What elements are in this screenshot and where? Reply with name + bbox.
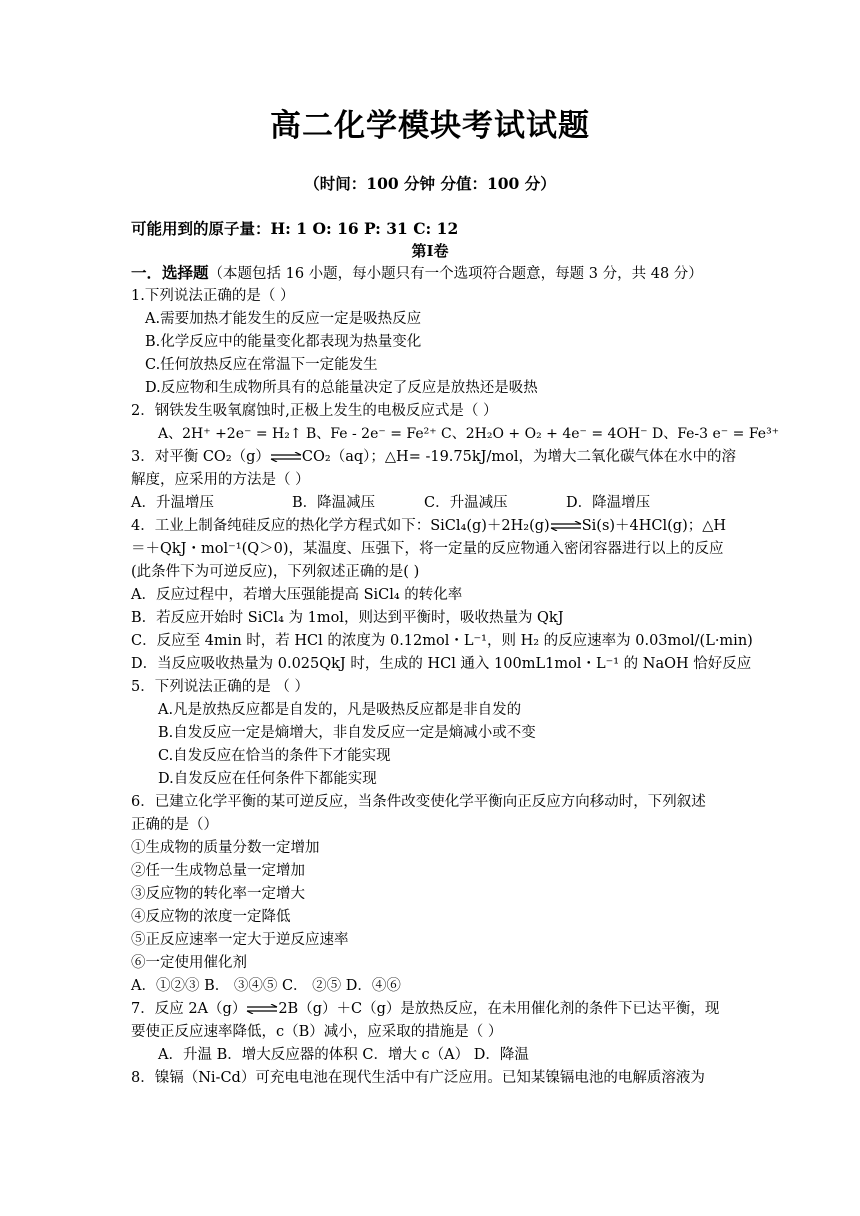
q4-line-3: (此条件下为可逆反应)，下列叙述正确的是( ) (131, 564, 420, 580)
q7-line-1-post: 2B（g）＋C（g）是放热反应，在未用催化剂的条件下已达平衡，现 (278, 1001, 720, 1017)
q7-options: A．升温 B．增大反应器的体积 C．增大 c（A） D．降温 (158, 1047, 529, 1063)
volume-heading: 第Ⅰ卷 (411, 242, 449, 260)
q7-line-1 (131, 998, 719, 1020)
q3-option-a: A．升温增压 (131, 495, 214, 511)
q6-stem-1: 6．已建立化学平衡的某可逆反应，当条件改变使化学平衡向正反应方向移动时，下列叙述 (131, 794, 706, 810)
q4-line-1-pre: 4．工业上制备纯硅反应的热化学方程式如下：SiCl₄(g)＋2H₂(g) (131, 518, 550, 534)
section-title: 一．选择题 (131, 263, 209, 282)
q3-stem-2: 解度，应采用的方法是（ ） (131, 472, 310, 488)
q6-statement-5: ⑤正反应速率一定大于逆反应速率 (131, 932, 349, 948)
q6-statement-3: ③反应物的转化率一定增大 (131, 886, 305, 902)
q6-stem-2: 正确的是（） (131, 817, 218, 833)
q5-option-a: A.凡是放热反应都是自发的，凡是吸热反应都是非自发的 (158, 702, 522, 718)
q1-stem: 1.下列说法正确的是（ ） (131, 288, 295, 304)
atomic-masses: 可能用到的原子量：H: 1 O: 16 P: 31 C: 12 (131, 219, 459, 238)
q1-option-b: B.化学反应中的能量变化都表现为热量变化 (145, 334, 422, 350)
q6-options: A．①②③ B． ③④⑤ C． ②⑤ D．④⑥ (131, 978, 401, 994)
q3-option-b: B．降温减压 (292, 495, 376, 511)
q2-stem: 2．钢铁发生吸氧腐蚀时,正极上发生的电极反应式是（ ） (131, 403, 498, 419)
section-heading (131, 262, 703, 285)
q4-option-c: C．反应至 4min 时，若 HCl 的浓度为 0.12mol・L⁻¹，则 H₂ 的反应速率为 0.03mol/(L·min) (131, 633, 753, 649)
q1-option-c: C.任何放热反应在常温下一定能发生 (145, 357, 378, 373)
q6-statement-1: ①生成物的质量分数一定增加 (131, 840, 320, 856)
q5-stem: 5．下列说法正确的是 （ ） (131, 679, 309, 695)
q1-option-a: A.需要加热才能发生的反应一定是吸热反应 (145, 311, 422, 327)
q6-statement-4: ④反应物的浓度一定降低 (131, 909, 291, 925)
q5-option-b: B.自发反应一定是熵增大，非自发反应一定是熵减小或不变 (158, 725, 536, 741)
q3-option-d: D．降温增压 (566, 495, 651, 511)
q4-option-d: D．当反应吸收热量为 0.025QkJ 时，生成的 HCl 通入 100mL1mol・L⁻¹ 的 NaOH 恰好反应 (131, 656, 752, 672)
exam-subtitle: （时间：100 分钟 分值：100 分） (304, 174, 556, 193)
q6-statement-2: ②任一生成物总量一定增加 (131, 863, 305, 879)
q5-option-c: C.自发反应在恰当的条件下才能实现 (158, 748, 391, 764)
q4-option-a: A．反应过程中，若增大压强能提高 SiCl₄ 的转化率 (131, 587, 463, 603)
q4-line-1-post: Si(s)＋4HCl(g)；△H (581, 518, 727, 534)
q3-stem (131, 446, 736, 468)
exam-title: 高二化学模块考试试题 (270, 108, 590, 144)
q5-option-d: D.自发反应在任何条件下都能实现 (158, 771, 377, 787)
q3-option-c: C．升温减压 (424, 495, 508, 511)
q4-option-b: B．若反应开始时 SiCl₄ 为 1mol，则达到平衡时，吸收热量为 QkJ (131, 610, 564, 626)
q3-stem-post: CO₂（aq）；△H= -19.75kJ/mol，为增大二氧化碳气体在水中的溶 (301, 449, 736, 465)
equilibrium-arrow-icon (550, 521, 582, 531)
q6-statement-6: ⑥一定使用催化剂 (131, 955, 247, 971)
equilibrium-arrow-icon (270, 452, 302, 462)
q3-stem-pre: 3．对平衡 CO₂（g） (131, 449, 270, 465)
equilibrium-arrow-icon (246, 1004, 278, 1014)
q2-options: A、2H⁺ +2e⁻ = H₂↑ B、Fe - 2e⁻ = Fe²⁺ C、2H₂O + O₂ + 4e⁻ = 4OH⁻ D、Fe-3 e⁻ = Fe³⁺ (158, 426, 780, 442)
q8-line-1: 8．镍镉（Ni-Cd）可充电电池在现代生活中有广泛应用。已知某镍镉电池的电解质溶液为 (131, 1070, 705, 1086)
q1-option-d: D.反应物和生成物所具有的总能量决定了反应是放热还是吸热 (145, 380, 538, 396)
q7-line-2: 要使正反应速率降低，c（B）减小，应采取的措施是（ ） (131, 1024, 503, 1040)
q4-line-2: ＝＋QkJ・mol⁻¹(Q＞0)，某温度、压强下，将一定量的反应物通入密闭容器进行以上的反应 (131, 541, 724, 557)
section-note: （本题包括 16 小题，每小题只有一个选项符合题意，每题 3 分，共 48 分） (208, 266, 703, 282)
q4-line-1 (131, 515, 726, 537)
q7-line-1-pre: 7．反应 2A（g） (131, 1001, 247, 1017)
